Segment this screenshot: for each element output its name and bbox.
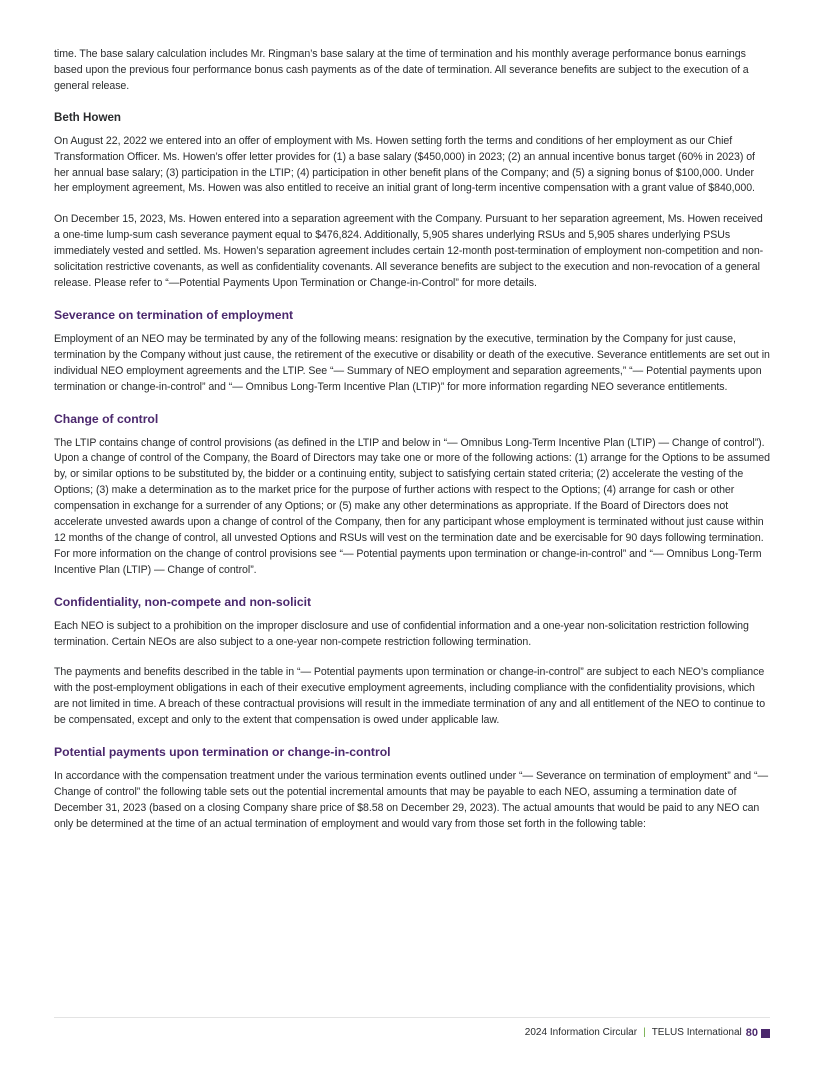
intro-paragraph: time. The base salary calculation includes Mr. Ringman’s base salary at the time of termination and his monthly average performance bonus earnings based upon the previous four performance bonus cash payments as of the date of termination. All severance benefits are subject to the execution of a general release. bbox=[54, 48, 749, 92]
page-body bbox=[54, 47, 770, 848]
severance-heading: Severance on termination of employment bbox=[54, 307, 294, 322]
footer-divider bbox=[54, 1017, 770, 1018]
change-of-control-heading: Change of control bbox=[54, 411, 159, 426]
potential-payments-paragraph: In accordance with the compensation treatment under the various termination events outlined under “— Severance on termination of employment” and “— Change of control” the following table sets out the potential incremental amounts that may be payable to each NEO, assuming a termination date of December 31, 2023 (based on a closing Company share price of $8.58 on December 29, 2023). The actual amounts that would be paid to any NEO can only be determined at the time of an actual termination of employment and would vary from those set forth in the following table: bbox=[54, 770, 769, 830]
change-of-control-paragraph: The LTIP contains change of control provisions (as defined in the LTIP and below in “— Omnibus Long-Term Incentive Plan (LTIP) — Change of control”). Upon a change of control of the Company, the Board of Directors may take one or more of the following actions: (1) arrange for the Options to be assumed by, or similar options to be substituted by, the bidder or a continuing entity, subject to satisfying certain stated criteria; (2) accelerate the vesting of the Options; (3) make a determination as to the market price for the purpose of further actions with respect to the Options; (4) arrange for cash or other compensation in exchange for a surrender of any Options; or (5) make any other determinations as appropriate. If the Board of Directors does not accelerate unvested awards upon a change of control of the Company, then for any participant whose employment is terminated without just cause within 12 months of the change of control, all unvested Options and RSUs will vest on the termination date and be exercisable for 90 days following termination. For more information on the change of control provisions see “— Potential payments upon termination or change-in-control” and “— Omnibus Long-Term Incentive Plan (LTIP) — Change of control”. bbox=[54, 436, 770, 576]
footer-document-title: 2024 Information Circular bbox=[524, 1027, 638, 1038]
beth-howen-heading: Beth Howen bbox=[54, 110, 121, 124]
beth-howen-offer-paragraph: On August 22, 2022 we entered into an offer of employment with Ms. Howen setting forth the terms and conditions of her employment as our Chief Transformation Officer. Ms. Howen’s offer letter provides for (1) a base salary ($450,000) in 2023; (2) an annual incentive bonus target (60% in 2023) of her annual base salary; (3) participation in the LTIP; (4) participation in other benefit plans of the Company; and (5) a signing bonus of $100,000. Under her employment agreement, Ms. Howen was also entitled to receive an initial grant of long-term incentive compensation with a grant value of $840,000. bbox=[54, 134, 755, 195]
footer-separator: | bbox=[643, 1027, 646, 1038]
confidentiality-paragraph-2: The payments and benefits described in the table in “— Potential payments upon termination or change-in-control” are subject to each NEO’s compliance with the post-employment obligations in each of their executive employment agreements, including compliance with the confidentiality provisions, which are not limited in time. A breach of these contractual provisions will result in the immediate termination of any and all entitlement of the NEO to continue to be compensated, except and only to the extent that compensation is owed under applicable law. bbox=[54, 666, 766, 727]
beth-howen-separation-paragraph: On December 15, 2023, Ms. Howen entered into a separation agreement with the Company. Pursuant to her separation agreement, Ms. Howen received a one-time lump-sum cash severance payment equal to $476,824. Additionally, 5,905 shares underlying RSUs and 5,905 shares underlying PSUs immediately vested and settled. Ms. Howen’s separation agreement includes certain 12-month post-termination of employment non-competition and non-solicitation restrictive covenants, as well as confidentiality covenants. All severance benefits are subject to the execution and non-revocation of a general release. Please refer to “—Potential Payments Upon Termination or Change-in-Control” for more details. bbox=[54, 213, 764, 289]
footer-company-name: TELUS International bbox=[651, 1027, 742, 1038]
confidentiality-heading: Confidentiality, non-compete and non-solicit bbox=[54, 594, 312, 609]
severance-paragraph: Employment of an NEO may be terminated by any of the following means: resignation by the executive, termination by the Company for just cause, termination by the Company without just cause, the retirement of the executive or disability or death of the executive. Severance entitlements are set out in individual NEO employment agreements and the LTIP. See “— Summary of NEO employment and separation agreements,” “— Potential payments upon termination or change-in-control” and “— Omnibus Long-Term Incentive Plan (LTIP)” for more information regarding NEO severance entitlements. bbox=[54, 332, 770, 393]
confidentiality-paragraph-1: Each NEO is subject to a prohibition on the improper disclosure and use of confidential information and a one-year non-solicitation restriction following termination. Certain NEOs are also subject to a one-year non-compete restriction following termination. bbox=[54, 619, 749, 648]
page-number: 80 bbox=[745, 1027, 758, 1039]
potential-payments-heading: Potential payments upon termination or change-in-control bbox=[54, 745, 391, 760]
brand-square-icon bbox=[761, 1029, 770, 1038]
page-footer bbox=[525, 1027, 770, 1039]
